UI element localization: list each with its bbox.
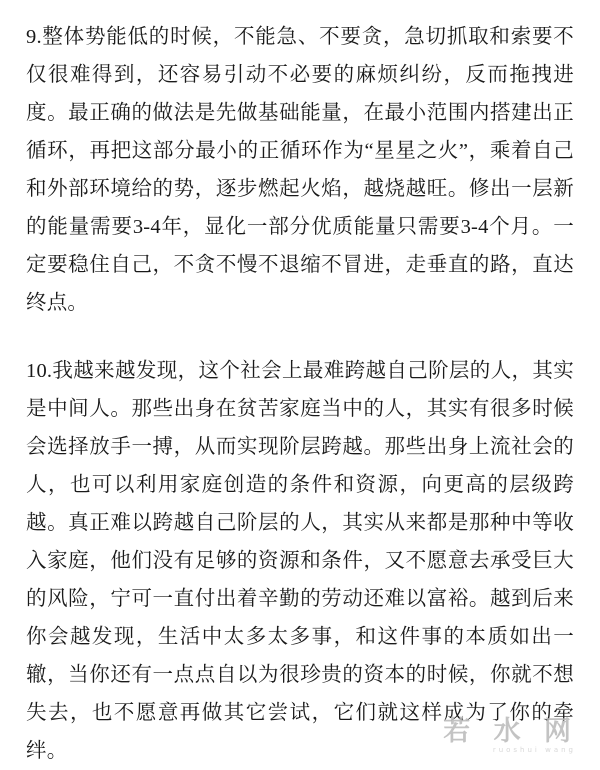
paragraph-9: 9.整体势能低的时候，不能急、不要贪，急切抓取和索要不仅很难得到，还容易引动不必要的麻烦纠纷，反而拖拽进度。最正确的做法是先做基础能量，在最小范围内搭建出正循环，再把这部分最小的正循环作为“星星之火”，乘着自己和外部环境给的势，逐步燃起火焰，越烧越旺。修出一层新的能量需要3-4年，显化一部分优质能量只需要3-4个月。一定要稳住自己，不贪不慢不退缩不冒进，走垂直的路，直达终点。 — [26, 26, 574, 314]
watermark-subtext: ruoshui wang — [492, 746, 576, 754]
paragraph-10: 10.我越来越发现，这个社会上最难跨越自己阶层的人，其实是中间人。那些出身在贫苦家庭当中的人，其实有很多时候会选择放手一搏，从而实现阶层跨越。那些出身上流社会的人，也可以利用家庭创造的条件和资源，向更高的层级跨越。真正难以跨越自己阶层的人，其实从来都是那种中等收入家庭，他们没有足够的资源和条件，又不愿意去承受巨大的风险，宁可一直付出着辛勤的劳动还难以富裕。越到后来你会越发现，生活中太多太多事，和这件事的本质如出一辙，当你还有一点点自以为很珍贵的资本的时候，你就不想失去，也不愿意再做其它尝试，它们就这样成为了你的牵绊。 — [26, 360, 574, 762]
watermark: 若 水 网 — [443, 716, 578, 747]
